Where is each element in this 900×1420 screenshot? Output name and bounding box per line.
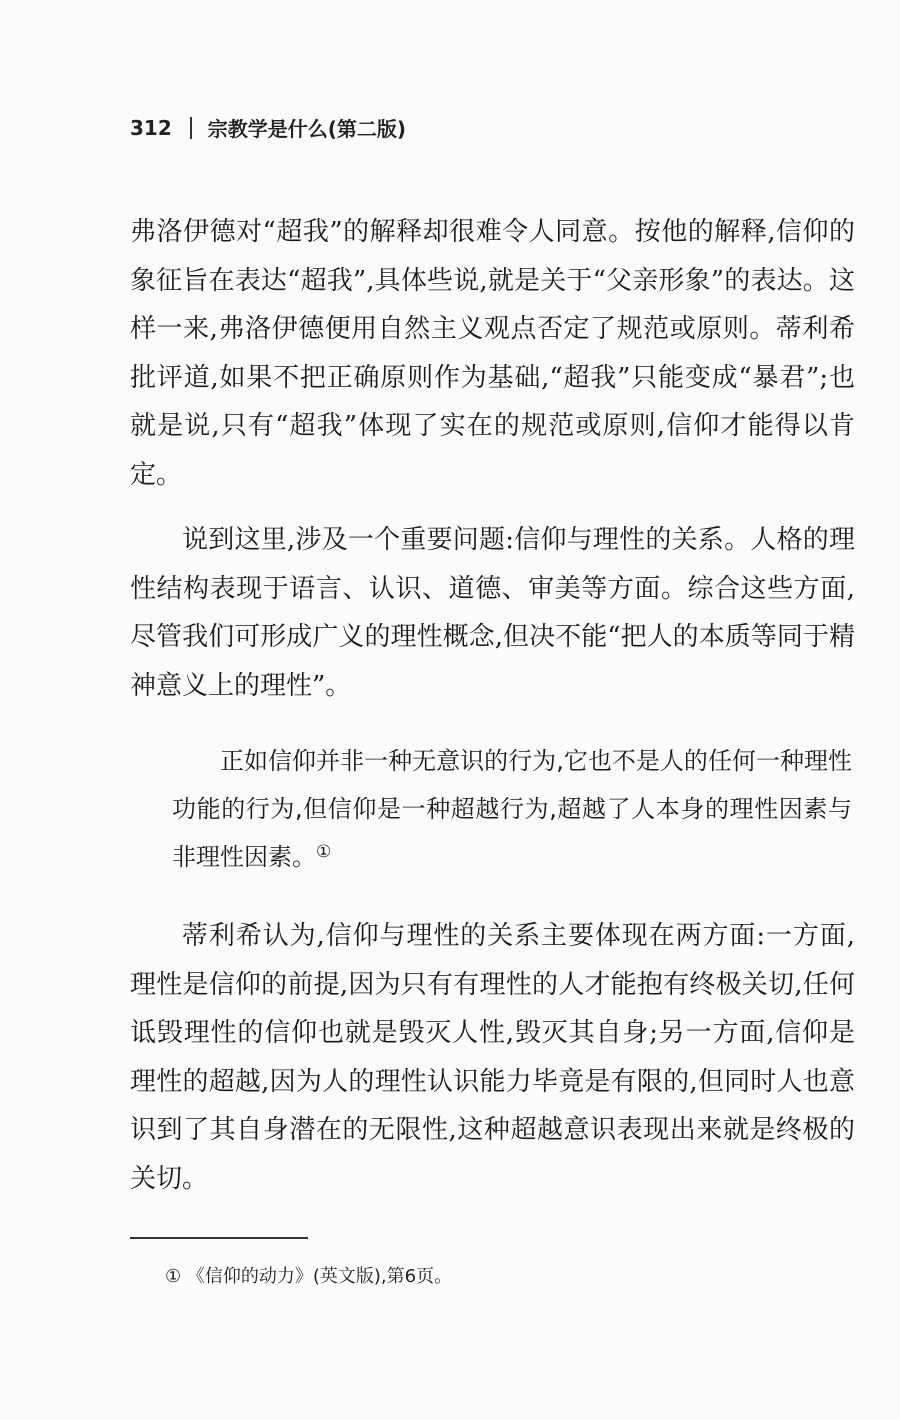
footnote-divider xyxy=(130,1237,308,1239)
footnote: ① 《信仰的动力》(英文版),第6页。 xyxy=(165,1266,453,1287)
block-quote xyxy=(172,737,852,881)
book-title: 宗教学是什么(第二版) xyxy=(207,117,407,141)
page-number: 312 xyxy=(130,115,172,140)
footnote-marker: ① xyxy=(316,842,332,862)
header-separator xyxy=(190,117,192,139)
paragraph-freud-superego: 弗洛伊德对“超我”的解释却很难令人同意。按他的解释,信仰的象征旨在表达“超我”,具体些说,就是关于“父亲形象”的表达。这样一来,弗洛伊德便用自然主义观点否定了规范或原则。蒂利希批评道,如果不把正确原则作为基础,“超我”只能变成“暴君”;也就是说,只有“超我”体现了实在的规范或原则,信仰才能得以肯定。 xyxy=(130,217,855,490)
paragraph-faith-reason-intro: 说到这里,涉及一个重要问题:信仰与理性的关系。人格的理性结构表现于语言、认识、道德、审美等方面。综合这些方面,尽管我们可形成广义的理性概念,但决不能“把人的本质等同于精神意义上的理性”。 xyxy=(130,525,855,701)
running-header xyxy=(130,113,406,142)
block-quote-text: 正如信仰并非一种无意识的行为,它也不是人的任何一种理性功能的行为,但信仰是一种超越行为,超越了人本身的理性因素与非理性因素。 xyxy=(172,747,852,871)
paragraph-tillich-faith-reason: 蒂利希认为,信仰与理性的关系主要体现在两方面:一方面,理性是信仰的前提,因为只有有理性的人才能抱有终极关切,任何诋毁理性的信仰也就是毁灭人性,毁灭其自身;另一方面,信仰是理性的超越,因为人的理性认识能力毕竟是有限的,但同时人也意识到了其自身潜在的无限性,这种超越意识表现出来就是终极的关切。 xyxy=(130,921,855,1194)
